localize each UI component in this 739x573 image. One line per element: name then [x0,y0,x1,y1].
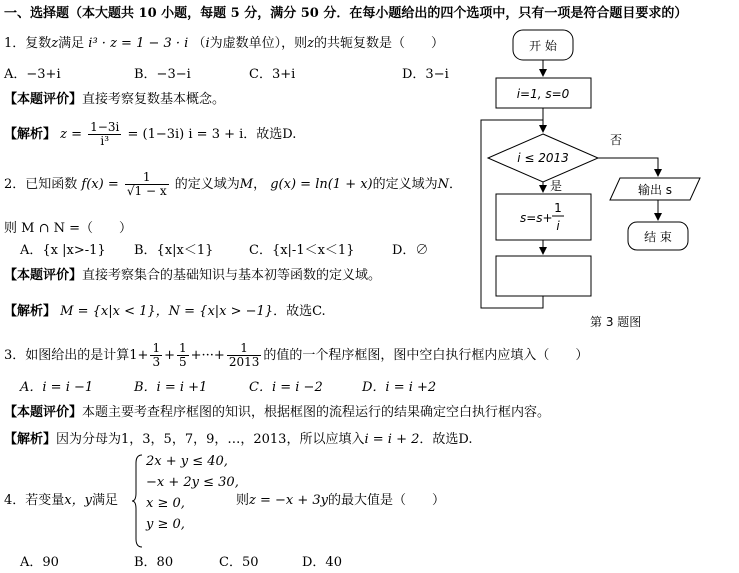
flow-body-lhs: s=s+ [520,211,553,225]
q4-option-c: C．50 [219,555,259,570]
q2-stem: 2．已知函数 f(x) = $\frac{1}{√1 - x}$ 的定义域为M， g(x) = ln(1 + x)的定义域为N． [4,170,463,198]
q3-option-a: A．i = i −1 [20,380,94,395]
q4-stem-tail: 则z = −x + 3y的最大值是（ ） [236,493,446,508]
q1-stem: 1．复数z满足 i³ · z = 1 − 3 · i （i为虚数单位），则z的共轭复数是（ ） [4,36,445,51]
q1-solution: 【解析】 z = $\frac{1-3i}{\text{i³}}$ = (1−3i) i = 3 + i．故选D. [4,120,297,148]
flow-init-label: i=1, s=0 [516,87,570,101]
q1-option-b: B．−3−i [134,67,191,82]
q3-evaluation: 【本题评价】本题主要考查程序框图的知识，根据框图的流程运行的结果确定空白执行框内容。 [4,405,551,420]
section-header: 一、选择题（本大题共 10 小题，每题 5 分，满分 50 分．在每小题给出的四个选项中，只有一项是符合题目要求的） [4,6,688,21]
q1-option-c: C．3+i [249,67,296,82]
q4-stem-lead: 4．若变量x，y满足 [4,493,118,508]
q2-option-c: C．{x|-1＜x＜1} [249,243,355,258]
flow-output-label: 输出 s [637,183,673,197]
q3-option-c: C．i = i −2 [249,380,323,395]
q2-evaluation: 【本题评价】直接考察集合的基础知识与基本初等函数的定义域。 [4,268,382,283]
flow-no-label: 否 [610,133,623,147]
flowchart [478,26,708,336]
q4-inequalities: 2x + y ≤ 40, −x + 2y ≤ 30, x ≥ 0, y ≥ 0, [146,454,239,532]
flow-condition-label: i ≤ 2013 [517,151,569,165]
q3-frac-2: $\frac{1}{5}$ [179,341,187,369]
q2-option-b: B．{x|x＜1} [134,243,214,258]
flow-end-label: 结 束 [644,230,672,244]
flow-caption: 第 3 题图 [590,315,642,329]
q1-fraction: $\frac{1-3i}{\text{i³}}$ [90,120,120,148]
q3-frac-3: $\frac{1}{2013}$ [228,341,260,369]
q4-option-d: D．40 [302,555,342,570]
flow-yes-label: 是 [550,179,563,193]
q3-option-b: B．i = i +1 [134,380,208,395]
q2-option-d: D．∅ [392,243,429,258]
q2-solution: 【解析】 M = {x|x < 1}，N = {x|x > −1}．故选C. [4,304,326,319]
flow-blank-node [496,256,591,296]
q4-option-b: B．80 [134,555,174,570]
q2-option-a: A．{x |x>-1} [20,243,106,258]
q4-brace [132,453,144,549]
q1-option-d: D．3−i [402,67,449,82]
q4-option-a: A．90 [20,555,59,570]
q2-line2: 则 M ∩ N =（ ） [4,221,133,236]
q2-fraction: $\frac{1}{√1 - x}$ [126,170,167,198]
q1-evaluation: 【本题评价】直接考察复数基本概念。 [4,92,226,107]
flow-body-num: 1 [554,201,562,215]
flow-start-label: 开 始 [529,39,557,53]
flow-body-den: i [556,219,560,233]
q3-option-d: D．i = i +2 [362,380,437,395]
q1-option-a: A．−3+i [4,67,61,82]
q3-frac-1: $\frac{1}{3}$ [152,341,161,369]
q3-solution: 【解析】因为分母为1，3，5，7，9，…，2013，所以应填入i = i + 2．故选D. [4,432,473,447]
q3-stem: 3．如图给出的是计算1+ $\frac{1}{3}$ + $\frac{1}{5}$ +···+ $\frac{1}{2013}$ 的值的一个程序框图，图中空白执行框内应填入（ ） [4,341,589,369]
